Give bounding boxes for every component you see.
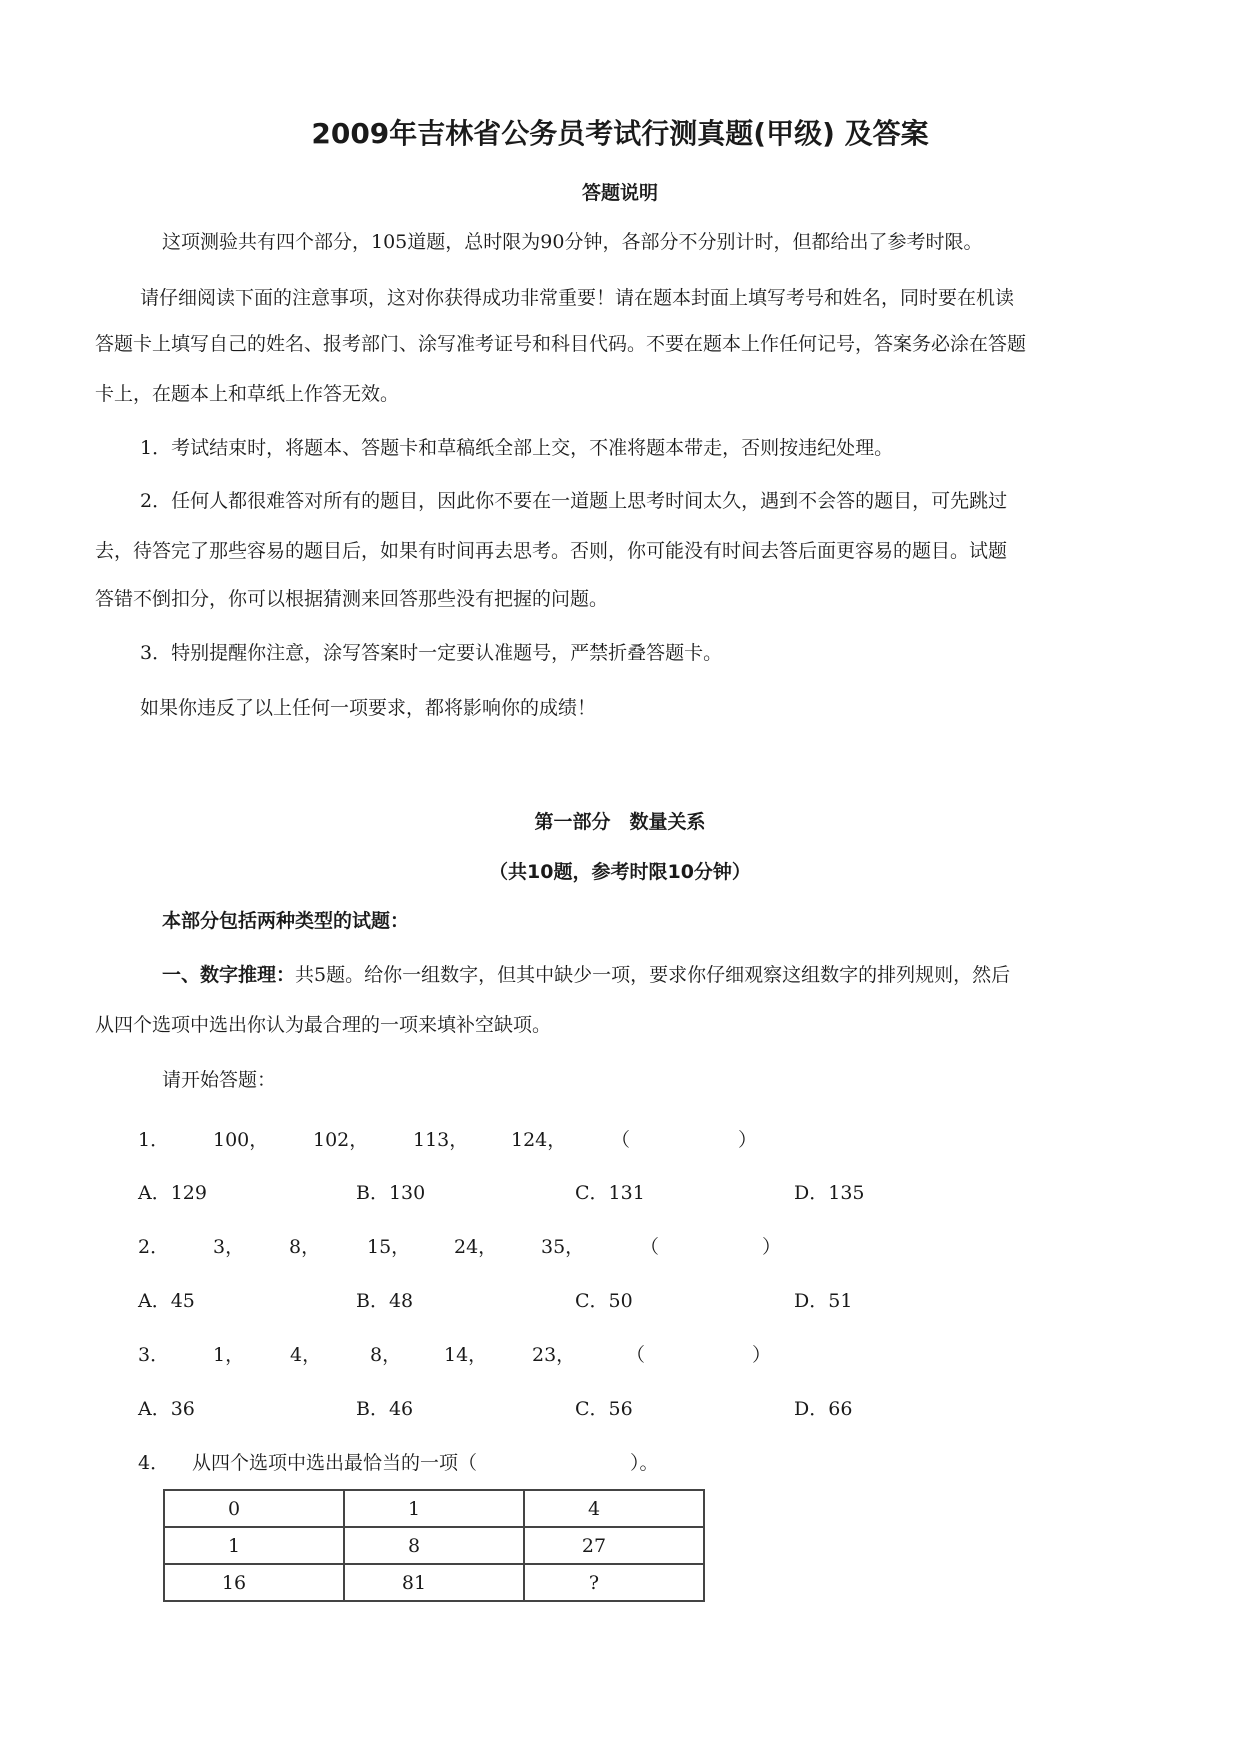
section-description-line bbox=[162, 966, 1010, 985]
instruction-item: 3．特别提醒你注意，涂写答案时一定要认准题号，严禁折叠答题卡。 bbox=[140, 642, 723, 664]
sequence-term: 35， bbox=[541, 1236, 585, 1258]
sequence-term: 8， bbox=[370, 1344, 402, 1366]
sequence-term: 15， bbox=[367, 1236, 411, 1258]
table-cell: 1 bbox=[164, 1527, 344, 1564]
table-cell: 81 bbox=[344, 1564, 524, 1601]
question-number: 3． bbox=[138, 1344, 170, 1366]
table-cell: 4 bbox=[524, 1490, 704, 1527]
sequence-term: 113， bbox=[413, 1129, 469, 1151]
option-b[interactable]: B．130 bbox=[356, 1182, 426, 1204]
question-text: 从四个选项中选出最恰当的一项（ bbox=[192, 1452, 478, 1474]
option-a[interactable]: A．36 bbox=[138, 1398, 195, 1420]
part-intro: 本部分包括两种类型的试题： bbox=[162, 910, 410, 932]
sequence-term: 124， bbox=[511, 1129, 567, 1151]
sequence-term: 3， bbox=[213, 1236, 245, 1258]
table-cell: ? bbox=[524, 1564, 704, 1601]
option-b[interactable]: B．48 bbox=[356, 1290, 414, 1312]
sequence-term: 1， bbox=[213, 1344, 245, 1366]
option-c[interactable]: C．50 bbox=[575, 1290, 633, 1312]
section-label: 一、数字推理： bbox=[162, 964, 296, 986]
table-cell: 8 bbox=[344, 1527, 524, 1564]
instruction-item: 答错不倒扣分，你可以根据猜测来回答那些没有把握的问题。 bbox=[95, 588, 609, 610]
instruction-paragraph: 请仔细阅读下面的注意事项，这对你获得成功非常重要！请在题本封面上填写考号和姓名，同时要在机读 bbox=[140, 287, 1015, 309]
answer-blank-close: ） bbox=[752, 1344, 772, 1366]
table-row bbox=[164, 1490, 704, 1527]
instruction-item: 去，待答完了那些容易的题目后，如果有时间再去思考。否则，你可能没有时间去答后面更容易的题目。试题 bbox=[95, 540, 1008, 562]
instruction-item: 1．考试结束时，将题本、答题卡和草稿纸全部上交，不准将题本带走，否则按违纪处理。 bbox=[140, 437, 894, 459]
number-grid-table bbox=[163, 1489, 705, 1602]
answer-blank-close: ）。 bbox=[630, 1452, 659, 1474]
section-description-line: 从四个选项中选出你认为最合理的一项来填补空缺项。 bbox=[95, 1014, 552, 1036]
answer-blank-open: （ bbox=[611, 1129, 631, 1151]
instruction-paragraph: 答题卡上填写自己的姓名、报考部门、涂写准考证号和科目代码。不要在题本上作任何记号，答案务必涂在答题 bbox=[95, 333, 1027, 355]
part-heading: 第一部分 数量关系 bbox=[534, 811, 706, 833]
answer-blank-open: （ bbox=[626, 1344, 646, 1366]
table-row bbox=[164, 1527, 704, 1564]
option-b[interactable]: B．46 bbox=[356, 1398, 414, 1420]
instruction-paragraph: 如果你违反了以上任何一项要求，都将影响你的成绩！ bbox=[140, 697, 597, 719]
sequence-term: 102， bbox=[313, 1129, 369, 1151]
sequence-term: 100， bbox=[213, 1129, 269, 1151]
table-cell: 1 bbox=[344, 1490, 524, 1527]
table-cell: 16 bbox=[164, 1564, 344, 1601]
table-cell: 0 bbox=[164, 1490, 344, 1527]
sequence-term: 8， bbox=[289, 1236, 321, 1258]
option-d[interactable]: D．135 bbox=[794, 1182, 865, 1204]
start-prompt: 请开始答题： bbox=[162, 1069, 277, 1091]
table-cell: 27 bbox=[524, 1527, 704, 1564]
question-number: 2． bbox=[138, 1236, 170, 1258]
option-d[interactable]: D．51 bbox=[794, 1290, 853, 1312]
sequence-term: 4， bbox=[290, 1344, 322, 1366]
part-time-note: （共10题，参考时限10分钟） bbox=[489, 861, 751, 883]
option-c[interactable]: C．131 bbox=[575, 1182, 645, 1204]
question-number: 1． bbox=[138, 1129, 170, 1151]
answer-blank-close: ） bbox=[762, 1236, 782, 1258]
option-d[interactable]: D．66 bbox=[794, 1398, 853, 1420]
question-number: 4． bbox=[138, 1452, 170, 1474]
option-a[interactable]: A．45 bbox=[138, 1290, 195, 1312]
answer-blank-open: （ bbox=[640, 1236, 660, 1258]
table-row bbox=[164, 1564, 704, 1601]
option-a[interactable]: A．129 bbox=[138, 1182, 207, 1204]
instructions-heading: 答题说明 bbox=[581, 182, 658, 204]
instruction-paragraph: 这项测验共有四个部分，105道题，总时限为90分钟，各部分不分别计时，但都给出了参考时限。 bbox=[162, 231, 983, 253]
sequence-term: 24， bbox=[454, 1236, 498, 1258]
sequence-term: 23， bbox=[532, 1344, 576, 1366]
answer-blank-close: ） bbox=[738, 1129, 758, 1151]
option-c[interactable]: C．56 bbox=[575, 1398, 633, 1420]
instruction-item: 2．任何人都很难答对所有的题目，因此你不要在一道题上思考时间太久，遇到不会答的题目，可先跳过 bbox=[140, 490, 1008, 512]
sequence-term: 14， bbox=[444, 1344, 488, 1366]
instruction-paragraph: 卡上，在题本上和草纸上作答无效。 bbox=[95, 383, 400, 405]
section-text: 共5题。给你一组数字，但其中缺少一项，要求你仔细观察这组数字的排列规则，然后 bbox=[295, 964, 1011, 986]
document-title: 2009年吉林省公务员考试行测真题(甲级) 及答案 bbox=[311, 117, 929, 150]
